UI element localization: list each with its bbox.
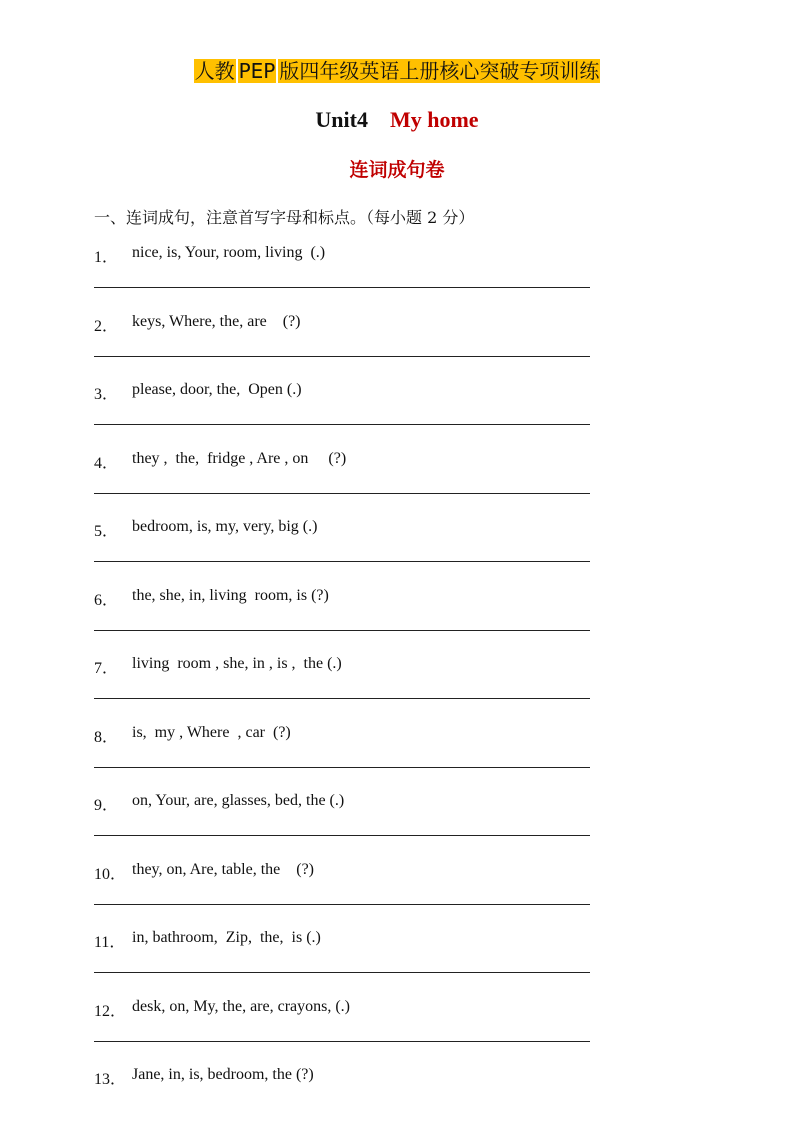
answer-line[interactable]	[94, 972, 590, 973]
answer-line[interactable]	[94, 287, 590, 288]
question-item	[94, 861, 614, 921]
question-words: is, my , Where , car (?)	[132, 724, 291, 741]
question-words: keys, Where, the, are (?)	[132, 313, 301, 330]
series-title	[0, 54, 794, 88]
question-words: they , the, fridge , Are , on (?)	[132, 450, 347, 467]
question-words: nice, is, Your, room, living (.)	[132, 244, 326, 261]
series-title-part-3: 版四年级英语上册核心突破专项训练	[279, 59, 600, 83]
answer-line[interactable]	[94, 424, 590, 425]
question-words: on, Your, are, glasses, bed, the (.)	[132, 792, 345, 809]
answer-line[interactable]	[94, 835, 590, 836]
question-number: 9．	[94, 797, 119, 814]
question-words: in, bathroom, Zip, the, is (.)	[132, 929, 321, 946]
question-item	[94, 1066, 614, 1106]
question-words: bedroom, is, my, very, big (.)	[132, 518, 318, 535]
question-number: 3．	[94, 386, 119, 403]
question-item	[94, 655, 614, 715]
question-item	[94, 313, 614, 373]
question-words: please, door, the, Open (.)	[132, 381, 302, 398]
question-item	[94, 244, 614, 304]
question-item	[94, 929, 614, 989]
question-number: 5．	[94, 523, 119, 540]
question-number: 1．	[94, 249, 119, 266]
answer-line[interactable]	[94, 1041, 590, 1042]
section-heading: 一、连词成句，注意首写字母和标点。（每小题 2 分）	[94, 208, 475, 227]
question-item	[94, 998, 614, 1058]
question-words: they, on, Are, table, the (?)	[132, 861, 315, 878]
unit-title	[0, 107, 794, 133]
answer-line[interactable]	[94, 561, 590, 562]
question-number: 6．	[94, 592, 119, 609]
paper-title: 连词成句卷	[349, 159, 445, 181]
question-words: living room , she, in , is , the (.)	[132, 655, 342, 672]
answer-line[interactable]	[94, 698, 590, 699]
question-item	[94, 381, 614, 441]
question-number: 4．	[94, 455, 119, 472]
answer-line[interactable]	[94, 767, 590, 768]
question-words: desk, on, My, the, are, crayons, (.)	[132, 998, 351, 1015]
question-number: 2．	[94, 318, 119, 335]
unit-label: Unit4	[315, 107, 368, 132]
answer-line[interactable]	[94, 356, 590, 357]
answer-line[interactable]	[94, 904, 590, 905]
question-item	[94, 724, 614, 784]
question-item	[94, 518, 614, 578]
question-number: 12．	[94, 1003, 127, 1020]
question-item	[94, 587, 614, 647]
question-item	[94, 450, 614, 510]
question-number: 7．	[94, 660, 119, 677]
answer-line[interactable]	[94, 493, 590, 494]
question-number: 10．	[94, 866, 127, 883]
question-number: 8．	[94, 729, 119, 746]
question-words: the, she, in, living room, is (?)	[132, 587, 329, 604]
unit-topic: My home	[389, 107, 479, 132]
question-number: 13．	[94, 1071, 127, 1088]
question-number: 11．	[94, 934, 126, 951]
series-title-part-2: PEP	[238, 59, 276, 83]
question-item	[94, 792, 614, 852]
question-words: Jane, in, is, bedroom, the (?)	[132, 1066, 314, 1083]
answer-line[interactable]	[94, 630, 590, 631]
series-title-part-1: 人教	[194, 59, 235, 83]
